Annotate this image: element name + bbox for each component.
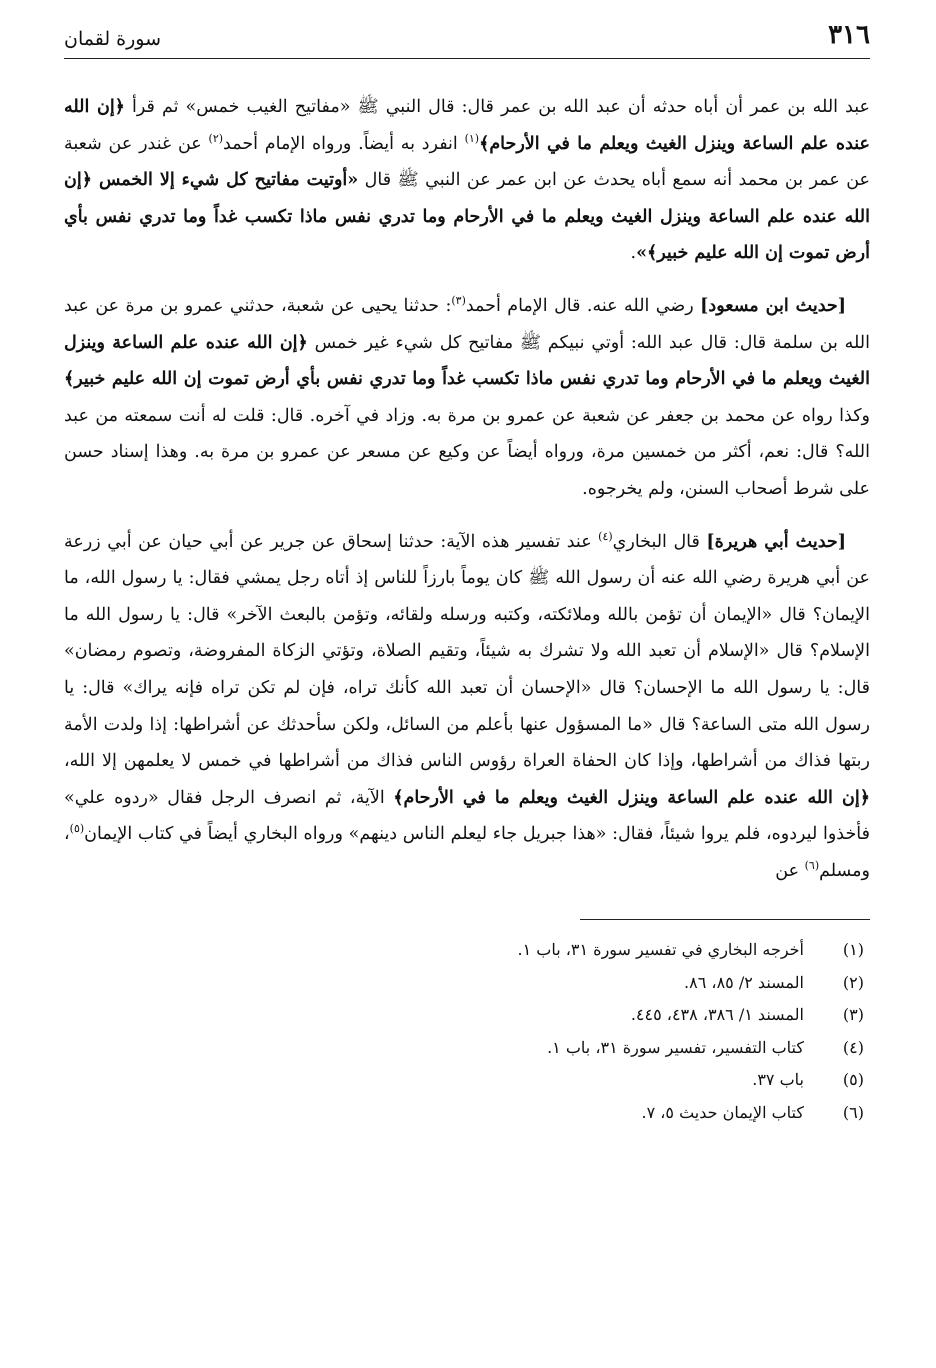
footnote-number: (٣) xyxy=(842,1005,864,1025)
footnote-item xyxy=(64,967,870,1000)
text-run: عن xyxy=(775,860,805,881)
footnote-text: باب ٣٧. xyxy=(752,1070,804,1090)
paragraph xyxy=(64,524,870,890)
text-run: قال البخاري xyxy=(612,531,707,552)
footnote-number: (٦) xyxy=(842,1102,864,1122)
text-run: عند تفسير هذه الآية: حدثنا إسحاق عن جرير عن أبي حيان عن أبي زرعة عن أبي هريرة رضي الله عنه أن رسول الله ﷺ كان يوماً بارزاً للناس إذ أتاه رجل يمشي فقال: يا رسول الله، ما الإيمان؟ قال «الإيمان أن تؤمن بالله وملائكته، وكتبه ورسله ولقائه، وتؤمن بالبعث الآخر» قال: يا رسول الله ما الإسلام؟ قال «الإسلام أن تعبد الله ولا تشرك به شيئاً، وتقيم الصلاة، وتؤتي الزكاة المفروضة، وتصوم رمضان» قال: يا رسول الله ما الإحسان؟ قال «الإحسان أن تعبد الله كأنك تراه، فإن لم تكن تراه فإنه يراك» قال: يا رسول الله متى الساعة؟ قال «ما المسؤول عنها بأعلم من السائل، ولكن سأحدثك عن أشراطها: إذا ولدت الأمة ربتها فذاك من أشراطها، وإذا كان الحفاة العراة رؤوس الناس فذاك من أشراطها في خمس لا يعلمهن إلا الله، xyxy=(64,531,870,772)
emphasized-text: ﴿إن الله عنده علم الساعة وينزل الغيث ويعلم ما في الأرحام وما تدري نفس ماذا تكسب غداً وما تدري نفس بأي أرض تموت إن الله عليم خبير﴾ xyxy=(64,332,870,390)
footnote-text: المسند ١/ ٣٨٦، ٤٣٨، ٤٤٥. xyxy=(630,1005,804,1025)
emphasized-text: ﴿إن الله عنده علم الساعة وينزل الغيث ويعلم ما في الأرحام﴾ xyxy=(393,787,870,808)
footnote-text: كتاب الإيمان حديث ٥، ٧. xyxy=(641,1102,804,1122)
footnote-ref: (٤) xyxy=(598,529,613,543)
footnote-ref: (٣) xyxy=(451,294,466,308)
footnote-text: المسند ٢/ ٨٥، ٨٦. xyxy=(684,972,804,992)
footnote-text: كتاب التفسير، تفسير سورة ٣١، باب ١. xyxy=(547,1037,804,1057)
text-run: رضي الله عنه. قال الإمام أحمد xyxy=(465,295,701,316)
page-number: ٣١٦ xyxy=(828,20,870,50)
page-header xyxy=(64,22,870,59)
text-run: عبد الله بن عمر أن أباه حدثه أن عبد الله بن عمر قال: قال النبي ﷺ «مفاتيح الغيب خمس» ثم قرأ xyxy=(124,97,870,117)
text-run: ، ومسلم xyxy=(64,824,870,881)
footnote-item xyxy=(64,999,870,1032)
text-run: انفرد به أيضاً. ورواه الإمام أحمد xyxy=(223,133,465,154)
footnote-number: (٤) xyxy=(842,1037,864,1057)
footnote-number: (١) xyxy=(842,940,864,960)
emphasized-text: ﴿إن الله عنده علم الساعة وينزل الغيث ويعلم ما في الأرحام﴾ xyxy=(64,97,870,154)
footnote-item xyxy=(64,934,870,967)
paragraph xyxy=(64,89,870,272)
footnote-text: أخرجه البخاري في تفسير سورة ٣١، باب ١. xyxy=(517,940,804,960)
footnote-number: (٥) xyxy=(842,1070,864,1090)
text-run: : حدثنا يحيى عن شعبة، حدثني عمرو بن مرة عن عبد الله بن سلمة قال: قال عبد الله: أوتي نبيكم ﷺ مفاتيح كل شيء غير خمس xyxy=(64,295,870,353)
footnote-ref: (٥) xyxy=(69,822,85,836)
footnote-ref: (١) xyxy=(464,131,480,145)
footnote-item xyxy=(64,1064,870,1097)
footnote-item xyxy=(64,1097,870,1130)
book-page xyxy=(64,22,870,1368)
paragraph xyxy=(64,288,870,508)
surah-title: سورة لقمان xyxy=(64,28,162,50)
footnote-item xyxy=(64,1032,870,1065)
footnote-ref: (٢) xyxy=(208,131,224,145)
text-run: . xyxy=(630,243,637,264)
footnote-number: (٢) xyxy=(842,972,864,992)
text-run: الآية، ثم انصرف الرجل فقال «ردوه علي» فأخذوا ليردوه، فلم يروا شيئاً، فقال: «هذا جبريل جاء ليعلم الناس دينهم» ورواه البخاري أيضاً في كتاب الإيمان xyxy=(64,787,870,845)
main-text xyxy=(64,89,870,889)
footnotes-list xyxy=(64,934,870,1129)
emphasized-text: [حديث ابن مسعود] xyxy=(700,295,846,316)
footnote-divider xyxy=(580,919,870,920)
text-run: عن غندر عن شعبة عن عمر بن محمد أنه سمع أباه يحدث عن ابن عمر عن النبي ﷺ قال xyxy=(64,133,870,191)
footnote-ref: (٦) xyxy=(804,859,820,873)
emphasized-text: [حديث أبي هريرة] xyxy=(706,531,846,552)
emphasized-text: «أوتيت مفاتيح كل شيء إلا الخمس ﴿إن الله عنده علم الساعة وينزل الغيث ويعلم ما في الأرحام وما تدري نفس ماذا تكسب غداً وما تدري نفس بأي أرض تموت إن الله عليم خبير﴾» xyxy=(64,170,870,264)
text-run: وكذا رواه عن محمد بن جعفر عن شعبة عن عمرو بن مرة به. وزاد في آخره. قال: قلت له أنت سمعته من عبد الله؟ قال: نعم، أكثر من خمسين مرة، ورواه أيضاً عن وكيع عن مسعر عن عمرو بن مرة به. وهذا إسناد حسن على شرط أصحاب السنن، ولم يخرجوه. xyxy=(64,405,870,499)
